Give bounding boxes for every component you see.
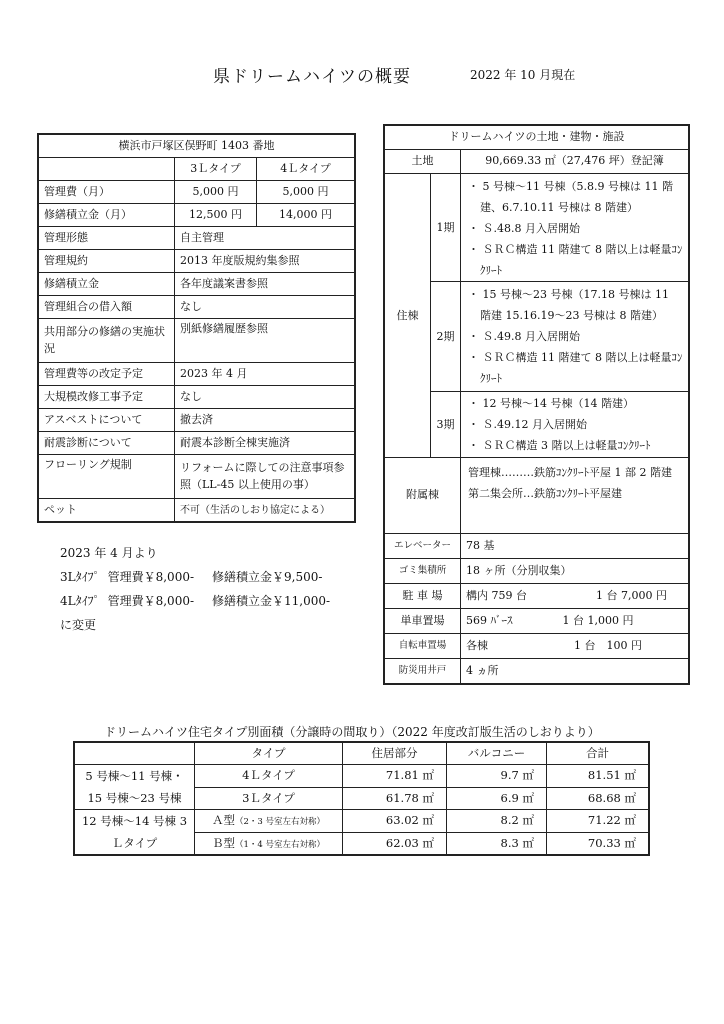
type-3l-header: 3Ｌタイプ — [175, 158, 257, 181]
note-type: 3Lﾀｲﾌﾟ — [60, 570, 100, 584]
facility-label: 防災用井戸 — [385, 659, 461, 684]
group-label: 5 号棟～11 号棟・15 号棟～23 号棟 — [75, 765, 195, 810]
annex-label: 附属棟 — [385, 458, 461, 534]
note-type: 4Lﾀｲﾌﾟ — [60, 594, 100, 608]
col-header: 住居部分 — [343, 743, 447, 765]
residence-label-text: 住棟 — [396, 308, 419, 322]
living-area: 61.78 ㎡ — [343, 787, 447, 810]
phase-label — [431, 174, 461, 282]
item-value: 撤去済 — [175, 409, 355, 432]
phase-label — [431, 282, 461, 392]
reserve-4l: 14,000 円 — [257, 204, 355, 227]
item-label: 大規模改修工事予定 — [39, 386, 175, 409]
col-header: タイプ — [195, 743, 343, 765]
land-value: 90,669.33 ㎡（27,476 坪）登記簿 — [461, 150, 689, 174]
facility-label: 単車置場 — [385, 609, 461, 634]
note-line: 2023 年 4 月より — [60, 546, 158, 560]
note-fee: 管理費￥8,000- — [107, 570, 195, 584]
phase-detail — [461, 392, 689, 458]
item-label: 共用部分の修繕の実施状況 — [39, 319, 175, 363]
item-label: 耐震診断について — [39, 432, 175, 455]
phase-text: 3期 — [436, 417, 455, 431]
facility-value — [461, 584, 689, 609]
total-area: 70.33 ㎡ — [547, 832, 649, 855]
living-area: 62.03 ㎡ — [343, 832, 447, 855]
item-label: 管理規約 — [39, 250, 175, 273]
facility-label: 自転車置場 — [385, 634, 461, 659]
col-header: バルコニー — [447, 743, 547, 765]
type-name: Ａ型 — [211, 813, 235, 828]
item-value: 2023 年 4 月 — [175, 363, 355, 386]
residence-label — [385, 174, 431, 458]
type-name: Ｂ型 — [211, 835, 235, 850]
col-header: 合計 — [547, 743, 649, 765]
type-cell — [195, 832, 343, 855]
item-label: 管理形態 — [39, 227, 175, 250]
total-area: 71.22 ㎡ — [547, 810, 649, 833]
facility-value: 4 ヵ所 — [461, 659, 689, 684]
bullet: ・ ＳＲＣ構造 11 階建て 8 階以上は軽量ｺﾝｸﾘｰﾄ — [468, 243, 683, 277]
item-value: なし — [175, 386, 355, 409]
fee-change-note — [60, 541, 330, 637]
empty-cell — [39, 158, 175, 181]
area-table-caption: ドリームハイツ住宅タイプ別面積（分譲時の間取り）（2022 年度改訂版生活のしおりより） — [104, 725, 600, 739]
bullet: ・ 5 号棟～11 号棟（5.8.9 号棟は 11 階建、6.7.10.11 号棟は 8 階建） — [468, 180, 673, 214]
facility-value — [461, 609, 689, 634]
phase-text: 2期 — [436, 329, 455, 343]
item-label: 管理組合の借入額 — [39, 296, 175, 319]
note-fee: 管理費￥8,000- — [107, 594, 195, 608]
bullet: ・ Ｓ.48.8 月入居開始 — [468, 222, 580, 235]
bullet: ・ ＳＲＣ構造 3 階以上は軽量ｺﾝｸﾘｰﾄ — [468, 439, 651, 452]
living-area: 63.02 ㎡ — [343, 810, 447, 833]
type-sub: （2・3 号室左右対称） — [234, 817, 326, 828]
fee-4l: 5,000 円 — [257, 181, 355, 204]
item-value: 別紙修繕履歴参照 — [175, 319, 355, 363]
item-label: 修繕積立金 — [39, 273, 175, 296]
total-area: 81.51 ㎡ — [547, 765, 649, 788]
item-value: なし — [175, 296, 355, 319]
land-label: 土地 — [385, 150, 461, 174]
type-4l-header: 4Ｌタイプ — [257, 158, 355, 181]
item-label: アスベストについて — [39, 409, 175, 432]
item-label: フローリング規制 — [39, 455, 175, 499]
row-label: 管理費（月） — [39, 181, 175, 204]
facility-label: ゴミ集積所 — [385, 559, 461, 584]
facility-price: 1 台 1,000 円 — [562, 613, 634, 627]
facility-count: 構内 759 台 — [466, 588, 527, 602]
type-cell: 4Ｌタイプ — [195, 765, 343, 788]
item-value: 自主管理 — [175, 227, 355, 250]
facility-label: エレベーター — [385, 534, 461, 559]
bullet: ・ ＳＲＣ構造 11 階建て 8 階以上は軽量ｺﾝｸﾘｰﾄ — [468, 351, 683, 385]
balcony-area: 8.3 ㎡ — [447, 832, 547, 855]
balcony-area: 8.2 ㎡ — [447, 810, 547, 833]
phase-label — [431, 392, 461, 458]
fee-3l: 5,000 円 — [175, 181, 257, 204]
item-label: ペット — [39, 499, 175, 522]
bullet: ・ Ｓ.49.12 月入居開始 — [468, 418, 587, 431]
table-heading: ドリームハイツの土地・建物・施設 — [385, 126, 689, 150]
annex-detail — [461, 458, 689, 534]
item-value: 耐震本診断全棟実施済 — [175, 432, 355, 455]
bullet: ・ 12 号棟～14 号棟（14 階建） — [468, 397, 634, 410]
note-line: に変更 — [60, 618, 97, 632]
bullet: ・ Ｓ.49.8 月入居開始 — [468, 330, 580, 343]
land-building-table — [384, 125, 689, 684]
bullet: ・ 15 号棟～23 号棟（17.18 号棟は 11 階建 15.16.19～23 号棟は 8 階建） — [468, 288, 669, 322]
facility-price: 1 台 7,000 円 — [596, 588, 668, 602]
phase-text: 1期 — [436, 220, 455, 234]
type-cell — [195, 810, 343, 833]
facility-value: 18 ヶ所（分別収集） — [461, 559, 689, 584]
phase-detail — [461, 282, 689, 392]
item-value: 2013 年度版規約集参照 — [175, 250, 355, 273]
item-label: 管理費等の改定予定 — [39, 363, 175, 386]
facility-value: 78 基 — [461, 534, 689, 559]
page-title: 県ドリームハイツの概要 — [213, 67, 411, 87]
total-area: 68.68 ㎡ — [547, 787, 649, 810]
facility-value — [461, 634, 689, 659]
phase-detail — [461, 174, 689, 282]
row-label: 修繕積立金（月） — [39, 204, 175, 227]
balcony-area: 9.7 ㎡ — [447, 765, 547, 788]
type-sub: （1・4 号室左右対称） — [234, 839, 326, 850]
address: 横浜市戸塚区俣野町 1403 番地 — [39, 135, 355, 158]
note-reserve: 修繕積立金￥11,000- — [212, 594, 331, 608]
item-value: 各年度議案書参照 — [175, 273, 355, 296]
management-table — [38, 134, 355, 522]
facility-price: 1 台 100 円 — [574, 638, 642, 652]
as-of-date: 2022 年 10 月現在 — [470, 68, 576, 82]
facility-count: 各棟 — [466, 638, 488, 652]
type-cell: 3Ｌタイプ — [195, 787, 343, 810]
reserve-3l: 12,500 円 — [175, 204, 257, 227]
facility-count: 569 ﾊﾞｰｽ — [466, 613, 513, 627]
living-area: 71.81 ㎡ — [343, 765, 447, 788]
annex-line: 管理棟………鉄筋ｺﾝｸﾘｰﾄ平屋 1 部 2 階建 — [468, 466, 672, 479]
unit-area-table — [74, 742, 649, 855]
group-label: 12 号棟～14 号棟 3Ｌタイプ — [75, 810, 195, 855]
balcony-area: 6.9 ㎡ — [447, 787, 547, 810]
item-value: リフォームに際しての注意事項参照（LL-45 以上使用の事） — [175, 455, 355, 499]
item-value: 不可（生活のしおり協定による） — [175, 499, 355, 522]
empty-header — [75, 743, 195, 765]
note-reserve: 修繕積立金￥9,500- — [212, 570, 323, 584]
annex-line: 第二集会所…鉄筋ｺﾝｸﾘｰﾄ平屋建 — [468, 487, 622, 500]
facility-label: 駐 車 場 — [385, 584, 461, 609]
